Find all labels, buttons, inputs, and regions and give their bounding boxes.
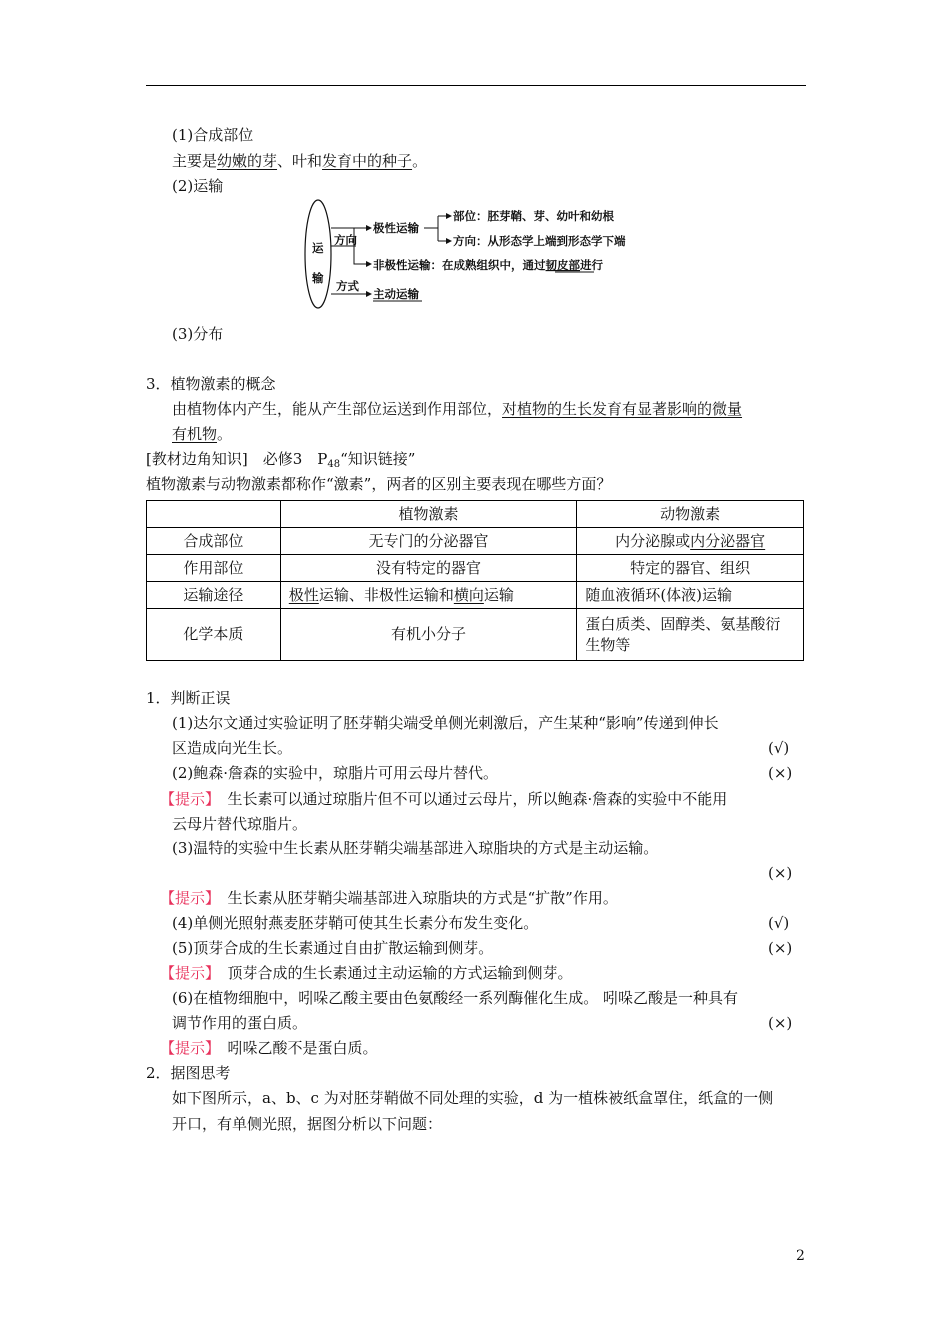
think-text-line1: 如下图所示，a、b、c 为对胚芽鞘做不同处理的实验，d 为一植株被纸盒罩住，纸盒的一侧: [172, 1089, 774, 1107]
text-fragment: 蛋白质类、固醇类、氨基酸衍: [585, 614, 781, 633]
judge-q6-line1: (6)在植物细胞中，吲哚乙酸主要由色氨酸经一系列酶催化生成。 吲哚乙酸是一种具有: [172, 989, 739, 1007]
text-fragment: 。: [217, 425, 233, 443]
concept-text-line2: [172, 424, 232, 444]
arrowhead: [366, 291, 372, 297]
header-rule: [146, 85, 806, 86]
text-fragment: 主要是: [172, 152, 218, 170]
hint-q3: [160, 888, 618, 908]
judge-q5: (5)顶芽合成的生长素通过自由扩散运输到侧芽。: [172, 939, 494, 957]
hint-q6: [160, 1038, 378, 1058]
answer-mark: (×): [768, 1014, 793, 1032]
table-cell: [577, 609, 804, 661]
hint-label: 【提示】: [160, 1039, 213, 1057]
arrowhead: [446, 238, 452, 244]
label-site: 部位：胚芽鞘、芽、幼叶和幼根: [453, 209, 614, 223]
underlined-term: 幼嫩的芽: [217, 152, 278, 170]
underlined-term: 内分泌器官: [690, 531, 766, 550]
answer-mark: (√): [768, 739, 790, 757]
textbook-corner-label: [146, 449, 415, 475]
judge-q3: (3)温特的实验中生长素从胚芽鞘尖端基部进入琼脂块的方式是主动运输。: [172, 839, 659, 857]
think-text-line2: 开口，有单侧光照，据图分析以下问题：: [172, 1115, 443, 1133]
text-fragment: 、叶和: [277, 152, 323, 170]
corner-question: 植物激素与动物激素都称作“激素”，两者的区别主要表现在哪些方面？: [146, 475, 612, 493]
table-row-label: 化学本质: [147, 609, 281, 661]
underlined-term: 发育中的种子: [322, 152, 413, 170]
concept-text-line1: [172, 399, 742, 419]
text-fragment: 顶芽合成的生长素通过主动运输的方式运输到侧芽。: [212, 964, 573, 982]
section-3-title: 3．植物激素的概念: [146, 375, 276, 393]
think-title: 2．据图思考: [146, 1064, 231, 1082]
hint-label: 【提示】: [160, 889, 213, 907]
arrowhead: [366, 261, 372, 267]
table-row-label: 作用部位: [147, 555, 281, 582]
table-cell: 随血液循环(体液)运输: [577, 582, 804, 609]
text-fragment: 进行: [580, 258, 603, 272]
heading-transport: (2)运输: [172, 177, 224, 195]
text-fragment: [教材边角知识] 必修3 P: [146, 450, 328, 468]
arrowhead: [446, 213, 452, 219]
table-header-cell: 动物激素: [577, 501, 804, 528]
underlined-term: 极性: [288, 585, 319, 604]
underlined-term: 横向: [453, 585, 484, 604]
heading-distribution: (3)分布: [172, 325, 224, 343]
text-fragment: 。: [412, 152, 428, 170]
hint-q5: [160, 963, 573, 983]
judge-q2: (2)鲍森·詹森的实验中，琼脂片可用云母片替代。: [172, 764, 499, 782]
table-row: [147, 555, 804, 582]
hint-q2-line1: [160, 789, 727, 809]
answer-mark: (×): [768, 939, 793, 957]
label-direction-detail: 方向：从形态学上端到形态学下端: [453, 234, 626, 248]
text-fragment: 非极性运输：在成熟组织中，通过: [373, 258, 546, 272]
heading-synthesis-site: (1)合成部位: [172, 126, 254, 144]
underlined-term: 有机物: [172, 425, 218, 443]
table-cell: 特定的器官、组织: [577, 555, 804, 582]
table-cell: 没有特定的器官: [280, 555, 577, 582]
hint-label: 【提示】: [160, 790, 213, 808]
table-cell: [577, 528, 804, 555]
hint-label: 【提示】: [160, 964, 213, 982]
table-header-row: [147, 501, 804, 528]
transport-diagram: [300, 198, 660, 320]
label-active-transport: 主动运输: [373, 287, 419, 301]
text-fragment: 内分泌腺或: [615, 531, 691, 550]
judge-q6-line2: 调节作用的蛋白质。: [172, 1014, 308, 1032]
text-fragment: 生物等: [585, 635, 631, 654]
label-nonpolar: [373, 258, 603, 272]
text-fragment: 运输: [483, 585, 514, 604]
label-direction: 方向: [334, 233, 357, 247]
text-fragment: 生长素从胚芽鞘尖端基部进入琼脂块的方式是“扩散”作用。: [212, 889, 618, 907]
synthesis-text: [172, 151, 427, 171]
table-header-cell: [147, 501, 281, 528]
text-fragment: 吲哚乙酸不是蛋白质。: [212, 1039, 378, 1057]
judge-q1-line1: (1)达尔文通过实验证明了胚芽鞘尖端受单侧光刺激后，产生某种“影响”传递到伸长: [172, 714, 719, 732]
hormone-comparison-table: [146, 500, 804, 661]
table-row: [147, 528, 804, 555]
judge-q1-line2: 区造成向光生长。: [172, 739, 293, 757]
table-cell: [280, 582, 577, 609]
underlined-term: 对植物的生长发育有显著影响的微量: [502, 400, 743, 418]
hint-q2-line2: 云母片替代琼脂片。: [172, 815, 308, 833]
diagram-root-char-2: 输: [312, 271, 324, 285]
answer-mark: (×): [768, 864, 793, 882]
diagram-root-char-1: 运: [312, 241, 324, 255]
table-header-cell: 植物激素: [280, 501, 577, 528]
table-row: [147, 609, 804, 661]
table-row-label: 运输途径: [147, 582, 281, 609]
table-row: [147, 582, 804, 609]
answer-mark: (×): [768, 764, 793, 782]
text-fragment: “知识链接”: [340, 450, 416, 468]
label-mode: 方式: [336, 279, 359, 293]
table-cell: 无专门的分泌器官: [280, 528, 577, 555]
label-polar-transport: 极性运输: [373, 221, 419, 235]
text-fragment: 运输、非极性运输和: [318, 585, 454, 604]
page-subscript: 48: [327, 459, 341, 470]
answer-mark: (√): [768, 914, 790, 932]
text-fragment: 生长素可以通过琼脂片但不可以通过云母片，所以鲍森·詹森的实验中不能用: [212, 790, 728, 808]
judge-q4: (4)单侧光照射燕麦胚芽鞘可使其生长素分布发生变化。: [172, 914, 539, 932]
underlined-term: 韧皮部: [545, 258, 580, 272]
arrowhead: [366, 225, 372, 231]
text-fragment: 由植物体内产生，能从产生部位运送到作用部位，: [172, 400, 503, 418]
table-row-label: 合成部位: [147, 528, 281, 555]
page-number: 2: [796, 1248, 805, 1264]
judge-title: 1．判断正误: [146, 689, 231, 707]
table-cell: 有机小分子: [280, 609, 577, 661]
